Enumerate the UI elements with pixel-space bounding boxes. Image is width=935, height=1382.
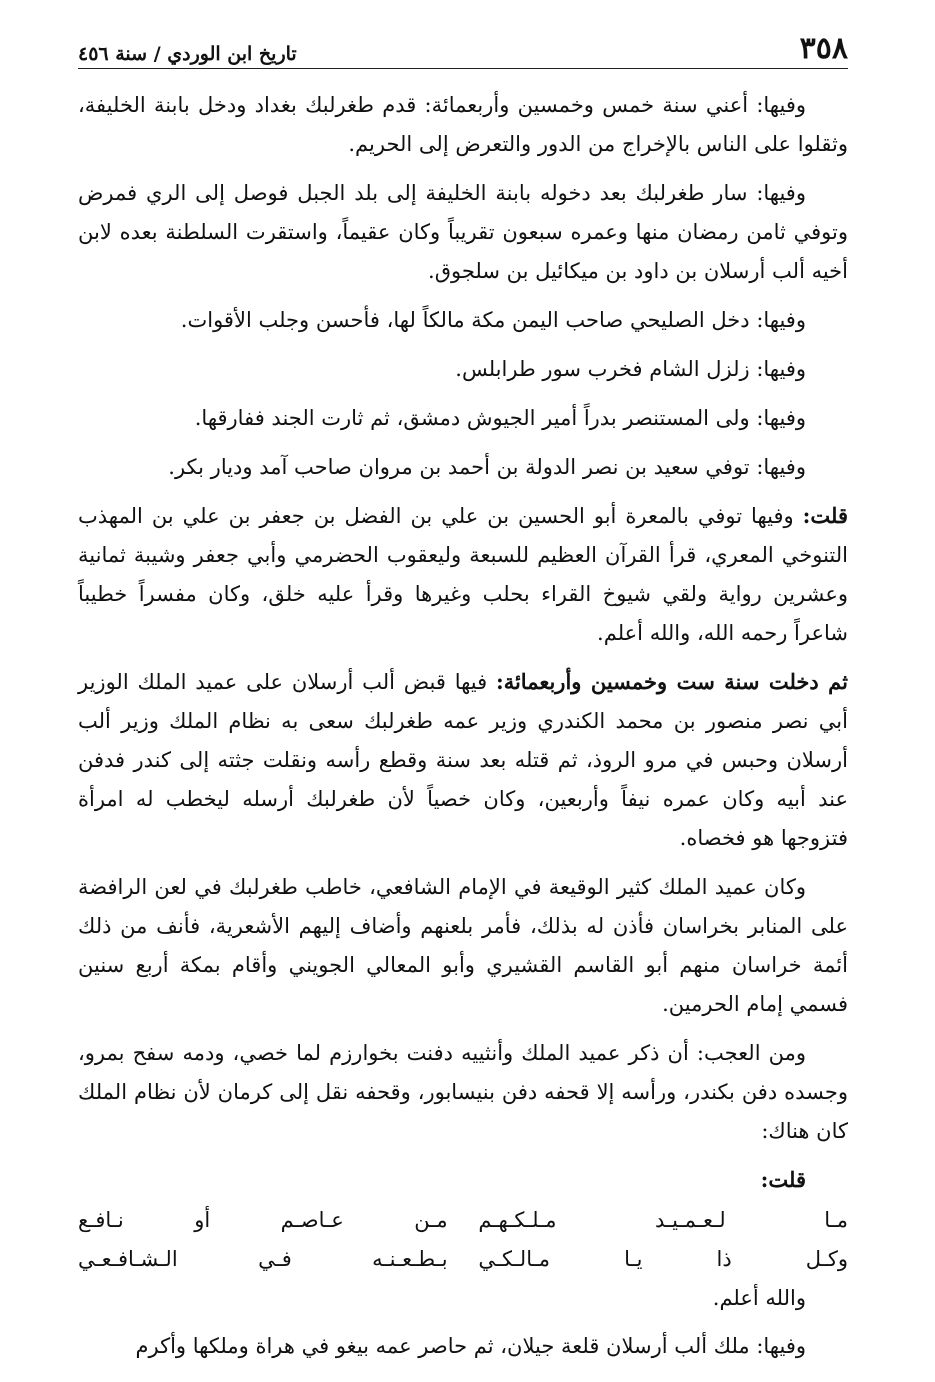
- paragraph-text: وفيها: زلزل الشام فخرب سور طرابلس.: [455, 357, 806, 381]
- closing-phrase: والله أعلم.: [712, 1286, 806, 1310]
- hemistich-first: مـا لـعـمـيـد مـلـكـهـم: [478, 1208, 848, 1232]
- paragraph: [78, 173, 848, 291]
- paragraph-qult: [78, 496, 848, 653]
- paragraph-text: وفيها: سار طغرلبك بعد دخوله بابنة الخليفة إلى بلد الجبل فوصل إلى الري فمرض وتوفي ثامن رمضان منها وعمره سبعون تقريباً وكان عقيماً، واستقرت السلطنة بعده لابن أخيه ألب أرسلان بن داود بن ميكائيل بن سلجوق.: [78, 181, 848, 283]
- paragraph: [78, 398, 848, 438]
- paragraph-lead: قلت:: [802, 503, 848, 528]
- book-page: [78, 28, 848, 1375]
- page-header: [78, 28, 848, 69]
- paragraph-text: وفيها: دخل الصليحي صاحب اليمن مكة مالكاً لها، فأحسن وجلب الأقوات.: [180, 308, 806, 332]
- paragraph-text: ومن العجب: أن ذكر عميد الملك وأنثييه دفنت بخوارزم لما خصي، ودمه سفح بمرو، وجسده دفن بكندر، ورأسه إلا قحفه دفن بنيسابور، وقحفه نقل إلى كرمان لأن نظام الملك كان هناك:: [78, 1041, 848, 1143]
- poem: [78, 1201, 848, 1279]
- hemistich-second: مـن عـاصـم أو نـافـع: [78, 1208, 448, 1232]
- paragraph-text: فيها قبض ألب أرسلان على عميد الملك الوزير أبي نصر منصور بن محمد الكندري وزير عمه طغرلبك سعى به نظام الملك وزير ألب أرسلان وحبس في مرو الروذ، ثم قتله بعد سنة وقطع رأسه ونقلت جثته إلى كندر فدفن عند أبيه وكان عمره نيفاً وأربعين، وكان خصياً لأن طغرلبك أرسله ليخطب له امرأة فتزوجها هو فخصاه.: [78, 670, 848, 850]
- paragraph: [78, 447, 848, 487]
- paragraph-text: وفيها توفي بالمعرة أبو الحسين بن علي بن الفضل بن جعفر بن علي بن المهذب التنوخي المعري، قرأ القرآن العظيم للسبعة وليعقوب الحضرمي وأبي جعفر وشيبة ثمانية وعشرين رواية ولقي شيوخ القراء بحلب وغيرها وقرأ عليه خلق، وكان مفسراً خطيباً شاعراً رحمه الله، والله أعلم.: [78, 504, 848, 645]
- paragraph: [78, 867, 848, 1024]
- paragraph-text: وفيها: ولى المستنصر بدراً أمير الجيوش دمشق، ثم ثارت الجند ففارقها.: [194, 406, 806, 430]
- paragraph-last: وفيها: ملك ألب أرسلان قلعة جيلان، ثم حاصر عمه بيغو في هراة وملكها وأكرم: [135, 1334, 806, 1358]
- body-text: [78, 85, 848, 1366]
- hemistich-first: وكـل ذا يـا مـالـكـي: [478, 1247, 848, 1271]
- year-heading: ثم دخلت سنة ست وخمسين وأربعمائة:: [495, 669, 848, 694]
- poem-verse: [78, 1240, 848, 1279]
- paragraph-text: وفيها: توفي سعيد بن نصر الدولة بن أحمد بن مروان صاحب آمد وديار بكر.: [168, 455, 806, 479]
- qult-label: قلت:: [760, 1167, 806, 1192]
- running-head: تاريخ ابن الوردي / سنة ٤٥٦: [78, 43, 297, 65]
- paragraph: [78, 85, 848, 164]
- paragraph: [78, 300, 848, 340]
- page-number: ٣٥٨: [799, 31, 848, 66]
- hemistich-second: بـطـعـنـه فـي الـشـافـعـي: [78, 1247, 448, 1271]
- paragraph-year-heading: [78, 662, 848, 858]
- paragraph-text: وكان عميد الملك كثير الوقيعة في الإمام الشافعي، خاطب طغرلبك في لعن الرافضة على المنابر بخراسان فأذن له بذلك، فأمر بلعنهم وأضاف إليهم الأشعرية، فأنف من ذلك أئمة خراسان منهم أبو القاسم القشيري وأبو المعالي الجويني وأقام بمكة أربع سنين فسمي إمام الحرمين.: [78, 875, 848, 1016]
- poem-verse: [78, 1201, 848, 1240]
- paragraph: [78, 1033, 848, 1151]
- paragraph: [78, 349, 848, 389]
- paragraph-text: وفيها: أعني سنة خمس وخمسين وأربعمائة: قدم طغرلبك بغداد ودخل بابنة الخليفة، وثقلوا على الناس بالإخراج من الدور والتعرض إلى الحريم.: [78, 93, 848, 156]
